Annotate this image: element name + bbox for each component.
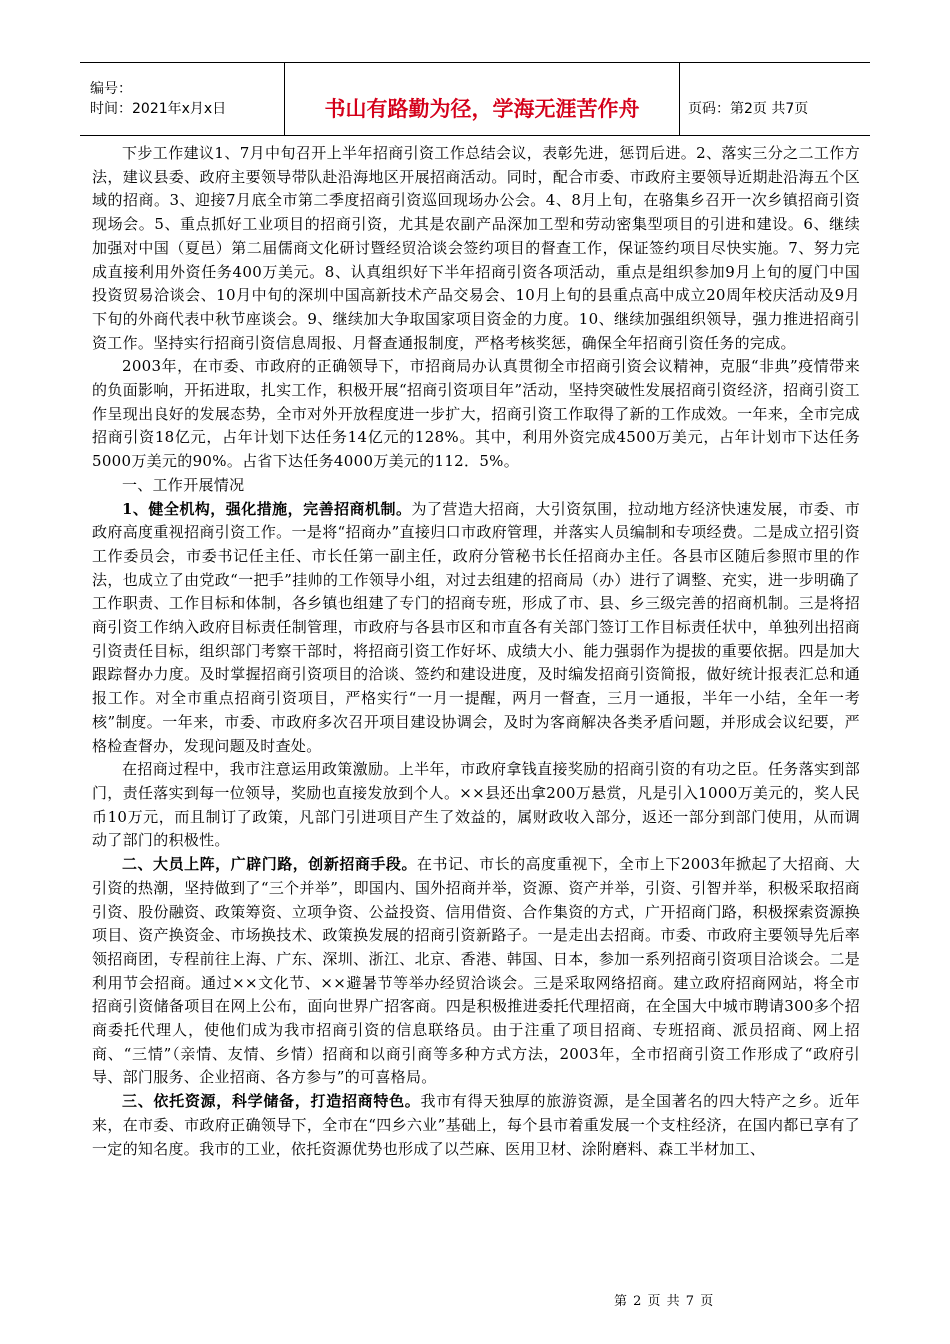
header-page-cell — [680, 63, 870, 135]
document-time-label: 时间：2021年x月x日 — [90, 101, 227, 117]
paragraph — [92, 355, 860, 474]
paragraph-text: 2003年，在市委、市政府的正确领导下，市招商局办认真贯彻全市招商引资会议精神，克服“非典”疫情带来的负面影响，开拓进取，扎实工作，积极开展“招商引资项目年”活动，坚持突破性发展招商引资经济，招商引资工作呈现出良好的发展态势，全市对外开放程度进一步扩大，招商引资工作取得了新的工作成效。一年来，全市完成招商引资18亿元，占年计划下达任务14亿元的128%。其中，利用外资完成4500万美元，占年计划市下达任务5000万美元的90%。占省下达任务4000万美元的112．5%。 — [92, 357, 860, 471]
header-meta — [80, 63, 285, 135]
page-header — [80, 62, 870, 136]
page-footer: 第 2 页 共 7 页 — [614, 1294, 715, 1309]
paragraph-heading: 二、大员上阵，广辟门路，创新招商手段。 — [122, 855, 417, 874]
paragraph-text: 在招商过程中，我市注意运用政策激励。上半年，市政府拿钱直接奖励的招商引资的有功之臣。任务落实到部门，责任落实到每一位领导，奖励也直接发放到个人。××县还出拿200万悬赏，凡是引入1000万美元的，奖人民币10万元，而且制订了政策，凡部门引进项目产生了效益的，属财政收入部分，返还一部分到部门使用，从而调动了部门的积极性。 — [92, 760, 860, 850]
paragraph-text: 下步工作建议1、7月中旬召开上半年招商引资工作总结会议，表彰先进，惩罚后进。2、落实三分之二工作方法，建议县委、政府主要领导带队赴沿海地区开展招商活动。同时，配合市委、市政府主要领导近期赴沿海五个区域的招商。3、迎接7月底全市第二季度招商引资巡回现场办公会。4、8月上旬，在骆集乡召开一次乡镇招商引资现场会。5、重点抓好工业项目的招商引资，尤其是农副产品深加工型和劳动密集型项目的引进和建设。6、继续加强对中国（夏邑）第二届儒商文化研讨暨经贸洽谈会签约项目的督查工作，保证签约项目尽快实施。7、努力完成直接利用外资任务400万美元。8、认真组织好下半年招商引资各项活动，重点是组织参加9月上旬的厦门中国投资贸易洽谈会、10月中旬的深圳中国高新技术产品交易会、10月上旬的县重点高中成立20周年校庆活动及9月下旬的外商代表中秋节座谈会。9、继续加大争取国家项目资金的力度。10、继续加强组织领导，强力推进招商引资工作。坚持实行招商引资信息周报、月督查通报制度，严格考核奖惩，确保全年招商引资任务的完成。 — [92, 144, 860, 352]
paragraph — [92, 142, 860, 355]
paragraph-text: 一、工作开展情况 — [122, 475, 245, 494]
section-heading — [92, 474, 860, 498]
paragraph — [92, 498, 860, 759]
paragraph-text: 在书记、市长的高度重视下，全市上下2003年掀起了大招商、大引资的热潮，坚持做到了“三个并举”，即国内、国外招商并举，资源、资产并举，引资、引智并举，积极采取招商引资、股份融资、政策筹资、立项争资、公益投资、信用借资、合作集资的方式，广开招商门路，积极探索资源换项目、资产换资金、市场换技术、政策换发展的招商引资新路子。一是走出去招商。市委、市政府主要领导先后率领招商团，专程前往上海、广东、深圳、浙江、北京、香港、韩国、日本，参加一系列招商引资项目洽谈会。二是利用节会招商。通过××文化节、××避暑节等举办经贸洽谈会。三是采取网络招商。建立政府招商网站，将全市招商引资储备项目在网上公布，面向世界广招客商。四是积极推进委托代理招商，在全国大中城市聘请300多个招商委托代理人，使他们成为我市招商引资的信息联络员。由于注重了项目招商、专班招商、派员招商、网上招商、“三情”（亲情、友情、乡情）招商和以商引商等多种方式方法，2003年，全市招商引资工作形成了“政府引导、部门服务、企业招商、各方参与”的可喜格局。 — [92, 855, 861, 1087]
paragraph-text: 我市有得天独厚的旅游资源，是全国著名的四大特产之乡。近年来，在市委、市政府正确领导下，全市在“四乡六业”基础上，每个县市着重发展一个支柱经济，在国内都已享有了一定的知名度。我市的工业，依托资源优势也形成了以苎麻、医用卫材、涂附磨料、森工半材加工、 — [92, 1092, 861, 1158]
header-motto-cell — [285, 63, 680, 135]
paragraph-text: 为了营造大招商，大引资氛围，拉动地方经济快速发展，市委、市政府高度重视招商引资工作。一是将“招商办”直接归口市政府管理，并落实人员编制和专项经费。二是成立招引资工作委员会，市委书记任主任、市长任第一副主任，政府分管秘书长任招商办主任。各县市区随后参照市里的作法，也成立了由党政“一把手”挂帅的工作领导小组，对过去组建的招商局（办）进行了调整、充实，进一步明确了工作职责、工作目标和体制，各乡镇也组建了专门的招商专班，形成了市、县、乡三级完善的招商机制。三是将招商引资工作纳入政府目标责任制管理，市政府与各县市区和市直各有关部门签订工作目标责任状中，单独列出招商引资责任目标，组织部门考察干部时，将招商引资工作好坏、成绩大小、能力强弱作为提拔的重要依据。四是加大跟踪督办力度。及时掌握招商引资项目的洽谈、签约和建设进度，及时编发招商引资简报，做好统计报表汇总和通报工作。对全市重点招商引资项目，严格实行“一月一提醒，两月一督查，三月一通报，半年一小结，全年一考核”制度。一年来，市委、市政府多次召开项目建设协调会，及时为客商解决各类矛盾问题，并形成会议纪要，严格检查督办，发现问题及时查处。 — [92, 499, 860, 755]
paragraph — [92, 758, 860, 853]
document-number-label: 编号： — [90, 81, 132, 97]
paragraph — [92, 853, 860, 1090]
header-motto: 书山有路勤为径，学海无涯苦作舟 — [324, 97, 640, 121]
document-body — [92, 142, 860, 1161]
header-page-number: 页码：第2页 共7页 — [688, 101, 809, 117]
paragraph-heading: 三、依托资源，科学储备，打造招商特色。 — [122, 1092, 421, 1111]
paragraph-heading: 1、健全机构，强化措施，完善招商机制。 — [122, 499, 412, 518]
paragraph — [92, 1090, 860, 1161]
